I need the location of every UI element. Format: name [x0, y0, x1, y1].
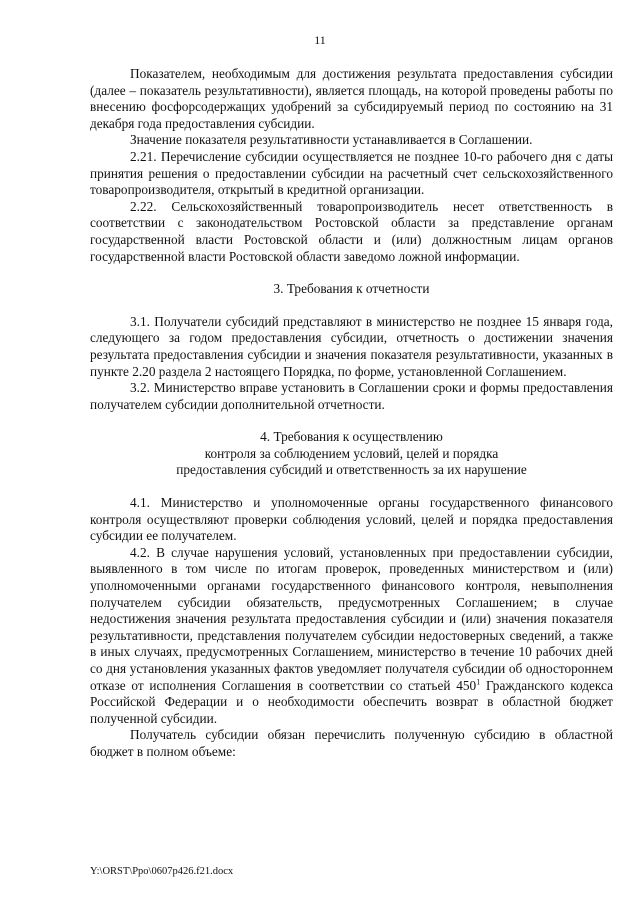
paragraph-4-2 — [90, 545, 613, 728]
paragraph-refund-obligation: Получатель субсидии обязан перечислить полученную субсидию в областной бюджет в полном объеме: — [90, 727, 613, 759]
footer-file-path: Y:\ORST\Ppo\0607p426.f21.docx — [90, 866, 234, 877]
article-superscript: 1 — [476, 677, 481, 687]
paragraph-4-1: 4.1. Министерство и уполномоченные органы государственного финансового контроля осуществляют проверки соблюдения условий, целей и порядка предоставления субсидии ее получателем. — [90, 495, 613, 544]
paragraph-4-2-end: Гражданского кодекса Российской Федерации и о необходимости обеспечить возврат в областной бюджет полученной субсидии. — [90, 677, 614, 726]
section-3-heading: 3. Требования к отчетности — [273, 281, 430, 297]
paragraph-indicator-value: Значение показателя результативности устанавливается в Соглашении. — [130, 132, 533, 148]
document-body — [90, 66, 613, 761]
section-4-heading-line1: 4. Требования к осуществлению — [260, 429, 443, 445]
paragraph-2-21: 2.21. Перечисление субсидии осуществляется не позднее 10-го рабочего дня с даты принятия решения о предоставлении субсидии на расчетный счет сельскохозяйственного товаропроизводителя, открытый в кредитной организации. — [90, 148, 613, 198]
section-4-heading-line3: предоставления субсидий и ответственность за их нарушение — [176, 462, 527, 478]
paragraph-3-2: 3.2. Министерство вправе установить в Соглашении сроки и формы предоставления получателем субсидии дополнительной отчетности. — [90, 380, 613, 412]
paragraph-4-2-text: 4.2. В случае нарушения условий, установленных при предоставлении субсидии, выявленного в том числе по итогам проверок, проведенных министерством и (или) уполномоченными органами государственного финансового контроля, невыполнения получателем субсидии обязательств, предусмотренных Соглашением; в случае недостижения значения результата предоставления субсидии и (или) значения показателя результативности, представления получателем субсидии недостоверных сведений, а также в иных случаях, предусмотренных Соглашением, министерство в течение 10 рабочих дней со дня установления указанных фактов уведомляет получателя субсидии об одностороннем отказе от исполнения Соглашения в соответствии со статьей 450 — [90, 544, 613, 693]
paragraph-2-22: 2.22. Сельскохозяйственный товаропроизводитель несет ответственность в соответствии с законодательством Ростовской области за представление органам государственной власти Ростовской области и (или) должностным лицам органов государственной власти Ростовской области заведомо ложной информации. — [90, 198, 613, 264]
page-number: 11 — [314, 33, 326, 47]
paragraph-3-1: 3.1. Получатели субсидий представляют в министерство не позднее 15 января года, следующего за годом предоставления субсидии, отчетность о достижении значения результата предоставления субсидии и значения показателя результативности, указанных в пункте 2.20 раздела 2 настоящего Порядка, по форме, установленной Соглашением. — [90, 313, 613, 379]
section-4-heading-line2: контроля за соблюдением условий, целей и порядка — [204, 445, 499, 461]
paragraph-indicator-definition: Показателем, необходимым для достижения результата предоставления субсидии (далее – показатель результативности), является площадь, на которой проведены работы по внесению фосфорсодержащих удобрений за субсидируемый период по состоянию на 31 декабря года предоставления субсидии. — [90, 66, 613, 131]
